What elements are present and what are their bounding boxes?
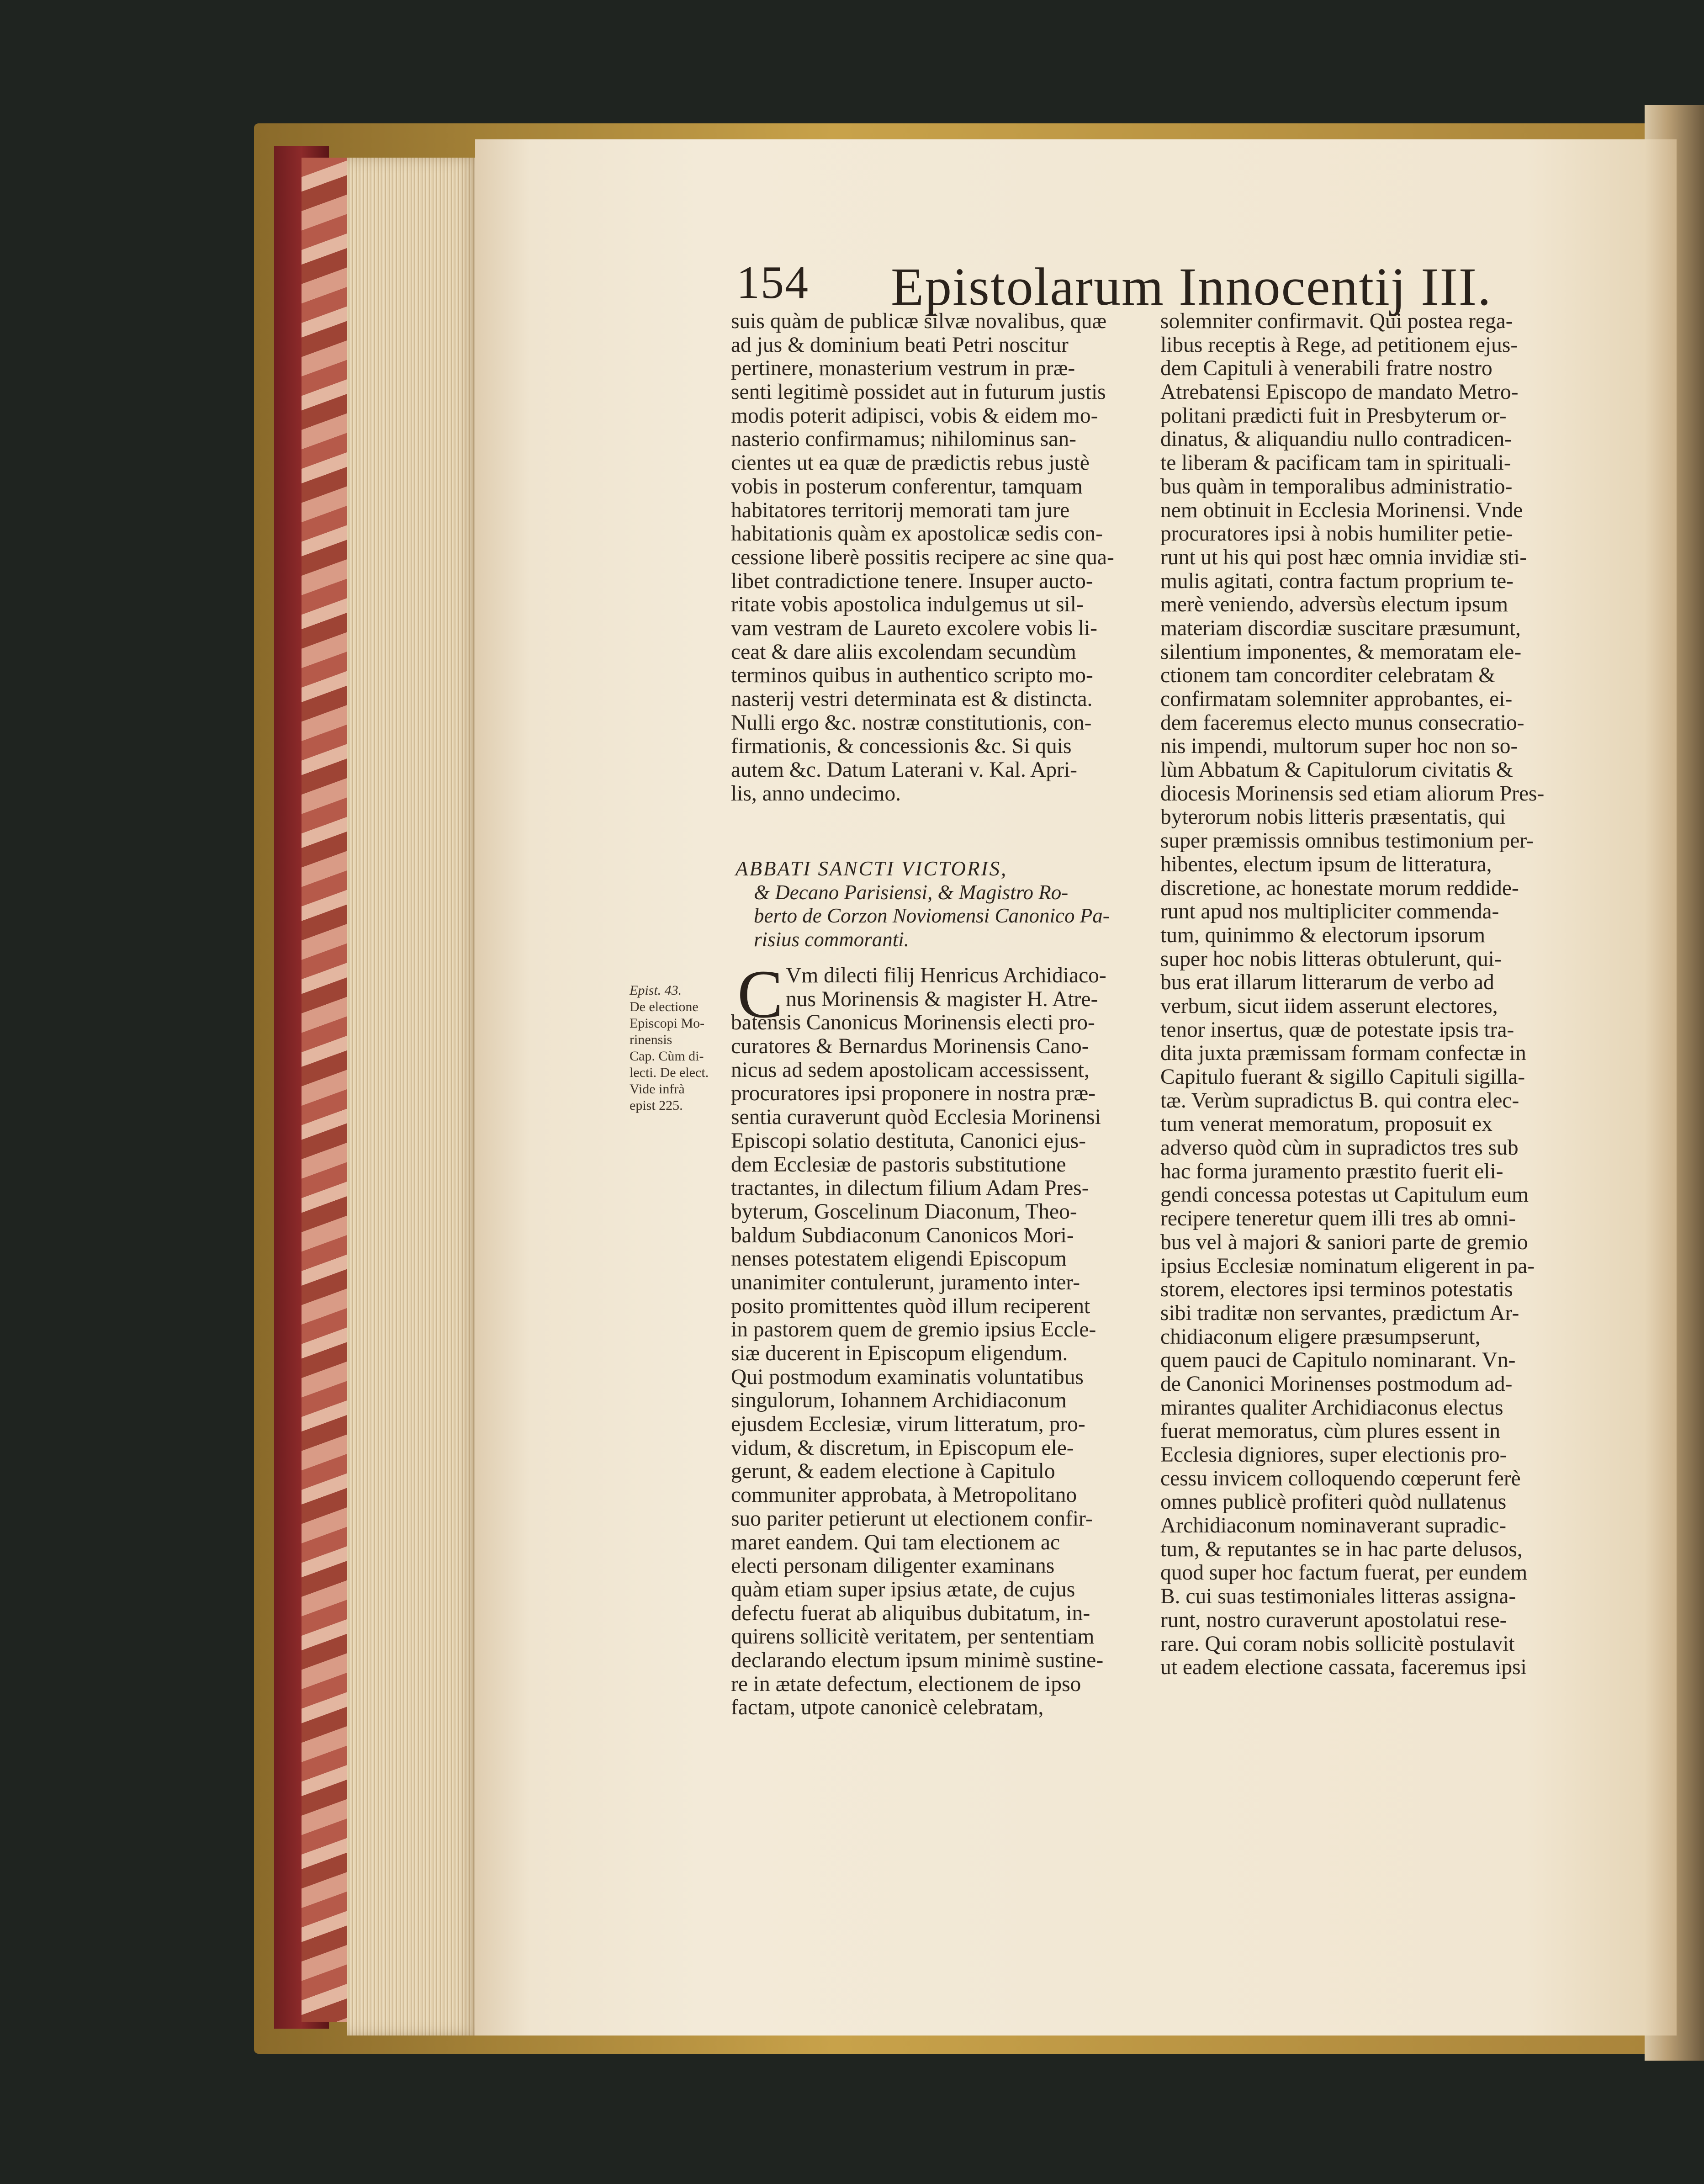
text-line: libus receptis à Rege, ad petitionem ejus-	[1160, 333, 1518, 357]
text-line: bus quàm in temporalibus administratio-	[1160, 474, 1513, 498]
page-number: 154	[736, 257, 809, 308]
text-line: lis, anno undecimo.	[731, 781, 901, 806]
left-column-text	[731, 310, 1142, 806]
text-line: Capitulo fuerant & sigillo Capituli sigilla-	[1160, 1065, 1525, 1089]
text-line: nenses potestatem eligendi Episcopum	[731, 1247, 1067, 1271]
text-line: quirens sollicitè veritatem, per sententiam	[731, 1625, 1095, 1649]
text-line: rare. Qui coram nobis sollicitè postulavit	[1160, 1632, 1515, 1656]
text-line: lùm Abbatum & Capitulorum civitatis &	[1160, 758, 1513, 782]
text-line: autem &c. Datum Laterani v. Kal. Apri-	[731, 758, 1077, 782]
text-line: quod super hoc factum fuerat, per eundem	[1160, 1561, 1528, 1585]
text-line: silentium imponentes, & memoratam ele-	[1160, 640, 1522, 664]
text-line: fuerat memoratus, cùm plures essent in	[1160, 1419, 1500, 1443]
text-line: mulis agitati, contra factum proprium te-	[1160, 569, 1513, 593]
text-line: baldum Subdiaconum Canonicos Mori-	[731, 1223, 1074, 1247]
text-line: storem, electores ipsi terminos potestatis	[1160, 1278, 1513, 1302]
letter-body-text	[731, 956, 1142, 1720]
text-line: verbum, sicut iidem asserunt electores,	[1160, 994, 1498, 1018]
text-line: dita juxta præmissam formam confectæ in	[1160, 1041, 1526, 1065]
heading-line: & Decano Parisiensi, & Magistro Ro-	[754, 880, 1069, 904]
text-line: modis poterit adipisci, vobis & eidem mo-	[731, 403, 1098, 428]
text-line: dem Capituli à venerabili fratre nostro	[1160, 356, 1492, 381]
heading-line: berto de Corzon Noviomensi Canonico Pa-	[754, 904, 1110, 928]
margin-note-line: rinensis	[630, 1032, 672, 1047]
text-line: nasterio confirmamus; nihilominus san-	[731, 427, 1076, 451]
text-line: factam, utpote canonicè celebratam,	[731, 1696, 1044, 1720]
margin-note-line: Vide infrà	[630, 1081, 685, 1097]
text-line: te liberam & pacificam tam in spirituali-	[1160, 451, 1511, 475]
text-line: siæ ducerent in Episcopum eligendum.	[731, 1341, 1068, 1365]
drop-initial: C	[737, 956, 783, 1032]
text-line: discretione, ac honestate morum reddide-	[1160, 876, 1519, 900]
text-line: super præmissis omnibus testimonium per-	[1160, 829, 1534, 853]
text-line: cessu invicem colloquendo cœperunt ferè	[1160, 1466, 1521, 1490]
text-line: gerunt, & eadem electione à Capitulo	[731, 1459, 1055, 1484]
text-line: suo pariter petierunt ut electionem confir-	[731, 1506, 1093, 1531]
text-line: merè veniendo, adversùs electum ipsum	[1160, 593, 1508, 617]
text-line: suis quàm de publicæ silvæ novalibus, quæ	[731, 309, 1107, 333]
text-line: libet contradictione tenere. Insuper aucto-	[731, 569, 1093, 593]
text-line: firmationis, & concessionis &c. Si quis	[731, 734, 1072, 758]
text-line: bus erat illarum litterarum de verbo ad	[1160, 970, 1494, 995]
text-line: sentia curaverunt quòd Ecclesia Morinensi	[731, 1105, 1101, 1129]
text-line: vam vestram de Laureto excolere vobis li-	[731, 616, 1097, 640]
margin-note-line: De electione	[630, 999, 699, 1014]
text-line: habitationis quàm ex apostolicæ sedis con-	[731, 522, 1103, 546]
text-line: posito promittentes quòd illum reciperent	[731, 1294, 1090, 1318]
text-line: materiam discordiæ suscitare præsumunt,	[1160, 616, 1521, 640]
text-line: vobis in posterum conferentur, tamquam	[731, 474, 1083, 498]
text-line: tum, quinimmo & electorum ipsorum	[1160, 923, 1486, 947]
text-line: diocesis Morinensis sed etiam aliorum Pres-	[1160, 781, 1545, 806]
text-line: singulorum, Iohannem Archidiaconum	[731, 1389, 1067, 1413]
margin-note-line: Cap. Cùm di-	[630, 1049, 704, 1064]
text-line: ipsius Ecclesiæ nominatum eligerent in pa-	[1160, 1254, 1535, 1278]
text-line: Nulli ergo &c. nostræ constitutionis, con-	[731, 710, 1092, 735]
text-line: omnes publicè profiteri quòd nullatenus	[1160, 1490, 1507, 1514]
text-line: nis impendi, multorum super hoc non so-	[1160, 734, 1518, 758]
text-line: ad jus & dominium beati Petri noscitur	[731, 333, 1069, 357]
text-line: super hoc nobis litteras obtulerunt, qui-	[1160, 947, 1502, 971]
text-line: cientes ut ea quæ de prædictis rebus justè	[731, 451, 1090, 475]
text-line: in pastorem quem de gremio ipsius Eccle-	[731, 1318, 1096, 1342]
page-edge-stack	[347, 158, 480, 2036]
text-line: Ecclesia digniores, super electionis pro-	[1160, 1443, 1507, 1467]
text-line: runt apud nos multipliciter commenda-	[1160, 900, 1499, 924]
text-line: sibi traditæ non servantes, prædictum Ar-	[1160, 1301, 1519, 1325]
text-line: quàm etiam super ipsius ætate, de cujus	[731, 1577, 1075, 1601]
text-line: solemniter confirmavit. Qui postea rega-	[1160, 309, 1513, 333]
text-line: Atrebatensi Episcopo de mandato Metro-	[1160, 380, 1519, 404]
text-line: nem obtinuit in Ecclesia Morinensi. Vnde	[1160, 498, 1523, 522]
letter-heading	[736, 856, 1147, 951]
text-line: Qui postmodum examinatis voluntatibus	[731, 1365, 1084, 1389]
text-line: pertinere, monasterium vestrum in præ-	[731, 356, 1075, 381]
text-line: dem faceremus electo munus consecratio-	[1160, 710, 1524, 735]
text-line: hac forma juramento præstito fuerit eli-	[1160, 1159, 1503, 1183]
text-line: recipere teneretur quem illi tres ab omni-	[1160, 1207, 1516, 1231]
text-line: byterum, Goscelinum Diaconum, Theo-	[731, 1199, 1077, 1224]
text-line: nicus ad sedem apostolicam accessissent,	[731, 1058, 1090, 1082]
margin-note	[630, 982, 721, 1114]
text-line: byterorum nobis litteris præsentatis, qui	[1160, 805, 1506, 829]
text-line: dinatus, & aliquandiu nullo contradicen-	[1160, 427, 1512, 451]
text-line: ritate vobis apostolica indulgemus ut sil-	[731, 593, 1084, 617]
margin-note-line: Episcopi Mo-	[630, 1016, 705, 1031]
text-line: nus Morinensis & magister H. Atre-	[786, 987, 1098, 1011]
text-line: tenor insertus, quæ de potestate ipsis tra-	[1160, 1018, 1514, 1042]
text-line: ctionem tam concorditer celebratam &	[1160, 663, 1496, 688]
text-line: electi personam diligenter examinans	[731, 1554, 1055, 1578]
text-line: confirmatam solemniter approbantes, ei-	[1160, 687, 1513, 711]
text-line: hibentes, electum ipsum de litteratura,	[1160, 852, 1492, 876]
margin-note-line: Epist. 43.	[630, 983, 682, 998]
right-column-text	[1160, 310, 1576, 1680]
text-line: chidiaconum eligere præsumpserunt,	[1160, 1325, 1481, 1349]
text-line: communiter approbata, à Metropolitano	[731, 1483, 1077, 1507]
text-line: Episcopi solatio destituta, Canonici ejus-	[731, 1129, 1086, 1153]
text-line: procuratores ipsi proponere in nostra præ-	[731, 1081, 1096, 1106]
text-line: cessione liberè possitis recipere ac sine qua-	[731, 545, 1114, 569]
text-line: declarando electum ipsum minimè sustine-	[731, 1648, 1104, 1672]
text-line: tractantes, in dilectum filium Adam Pres-	[731, 1176, 1089, 1200]
text-line: nasterij vestri determinata est & distincta.	[731, 687, 1093, 711]
text-line: senti legitimè possidet aut in futurum justis	[731, 380, 1106, 404]
text-line: runt, nostro curaverunt apostolatui rese-	[1160, 1608, 1507, 1632]
text-line: runt ut his qui post hæc omnia invidiæ sti-	[1160, 545, 1527, 569]
text-line: tum venerat memoratum, proposuit ex	[1160, 1112, 1492, 1136]
margin-note-line: lecti. De elect.	[630, 1065, 709, 1080]
text-line: Archidiaconum nominaverant supradic-	[1160, 1514, 1507, 1538]
text-line: tæ. Verùm supradictus B. qui contra elec-	[1160, 1088, 1519, 1113]
text-line: mirantes qualiter Archidiaconus electus	[1160, 1395, 1503, 1420]
text-line: de Canonici Morinenses postmodum ad-	[1160, 1372, 1513, 1396]
text-line: tum, & reputantes se in hac parte delusos,	[1160, 1537, 1523, 1561]
text-line: quem pauci de Capitulo nominarant. Vn-	[1160, 1348, 1516, 1373]
text-line: procuratores ipsi à nobis humiliter petie-	[1160, 522, 1513, 546]
heading-line: risius commoranti.	[754, 928, 910, 951]
text-line: curatores & Bernardus Morinensis Cano-	[731, 1034, 1089, 1059]
heading-line: ABBATI SANCTI VICTORIS,	[736, 857, 1008, 880]
text-line: habitatores territorij memorati tam jure	[731, 498, 1070, 522]
text-line: maret eandem. Qui tam electionem ac	[731, 1530, 1060, 1554]
running-title: Epistolarum Innocentij III.	[891, 257, 1492, 317]
text-line: terminos quibus in authentico scripto mo-	[731, 663, 1093, 688]
text-line: batensis Canonicus Morinensis electi pro-	[731, 1011, 1095, 1035]
text-line: ejusdem Ecclesiæ, virum litteratum, pro-	[731, 1412, 1085, 1437]
text-line: unanimiter contulerunt, juramento inter-	[731, 1270, 1080, 1294]
text-line: B. cui suas testimoniales litteras assigna-	[1160, 1585, 1516, 1609]
text-line: ceat & dare aliis excolendam secundùm	[731, 640, 1076, 664]
margin-note-line: epist 225.	[630, 1098, 683, 1113]
text-line: gendi concessa potestas ut Capitulum eum	[1160, 1183, 1529, 1207]
text-line: defectu fuerat ab aliquibus dubitatum, in-	[731, 1601, 1090, 1625]
text-line: dem Ecclesiæ de pastoris substitutione	[731, 1152, 1066, 1177]
text-line: vidum, & discretum, in Episcopum ele-	[731, 1436, 1074, 1460]
text-line: politani prædicti fuit in Presbyterum or-	[1160, 403, 1507, 428]
text-line: adverso quòd cùm in supradictos tres sub	[1160, 1136, 1519, 1160]
text-line: Vm dilecti filij Henricus Archidiaco-	[786, 964, 1106, 987]
text-line: bus vel à majori & saniori parte de gremio	[1160, 1230, 1528, 1254]
text-line: ut eadem electione cassata, faceremus ipsi	[1160, 1655, 1527, 1680]
text-line: re in ætate defectum, electionem de ipso	[731, 1672, 1081, 1696]
